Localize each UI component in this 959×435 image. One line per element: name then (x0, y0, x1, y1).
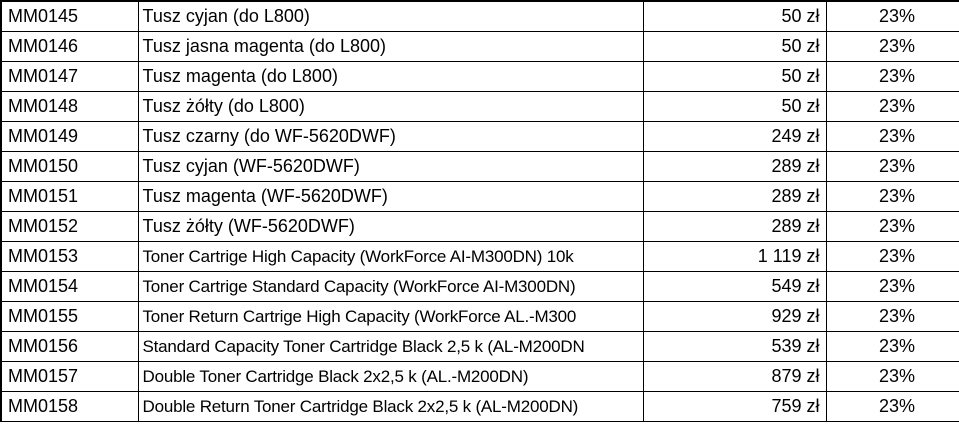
price-cell: 50 zł (643, 62, 826, 92)
price-cell: 50 zł (643, 32, 826, 62)
table-row (1, 92, 959, 122)
product-code-cell: MM0150 (1, 152, 138, 182)
vat-cell: 23% (826, 152, 959, 182)
product-name-cell: Double Toner Cartridge Black 2x2,5 k (AL.-M200DN) (138, 362, 643, 392)
product-code-cell: MM0155 (1, 302, 138, 332)
price-cell: 759 zł (643, 392, 826, 422)
vat-cell: 23% (826, 122, 959, 152)
table-row (1, 122, 959, 152)
price-cell: 249 zł (643, 122, 826, 152)
table-row (1, 182, 959, 212)
table-row (1, 302, 959, 332)
table-row (1, 152, 959, 182)
vat-cell: 23% (826, 32, 959, 62)
product-name-cell: Tusz magenta (WF-5620DWF) (138, 182, 643, 212)
product-name-cell: Double Return Toner Cartridge Black 2x2,5 k (AL-M200DN) (138, 392, 643, 422)
table-row (1, 242, 959, 272)
vat-cell: 23% (826, 212, 959, 242)
product-code-cell: MM0145 (1, 1, 138, 32)
price-cell: 50 zł (643, 92, 826, 122)
vat-cell: 23% (826, 392, 959, 422)
product-code-cell: MM0152 (1, 212, 138, 242)
price-cell: 50 zł (643, 1, 826, 32)
price-cell: 1 119 zł (643, 242, 826, 272)
vat-cell: 23% (826, 362, 959, 392)
vat-cell: 23% (826, 332, 959, 362)
price-cell: 549 zł (643, 272, 826, 302)
table-row (1, 392, 959, 422)
product-name-cell: Tusz czarny (do WF-5620DWF) (138, 122, 643, 152)
product-code-cell: MM0146 (1, 32, 138, 62)
product-code-cell: MM0149 (1, 122, 138, 152)
price-cell: 289 zł (643, 152, 826, 182)
product-name-cell: Standard Capacity Toner Cartridge Black 2,5 k (AL-M200DN (138, 332, 643, 362)
price-cell: 879 zł (643, 362, 826, 392)
product-code-cell: MM0151 (1, 182, 138, 212)
product-name-cell: Tusz cyjan (WF-5620DWF) (138, 152, 643, 182)
price-cell: 539 zł (643, 332, 826, 362)
price-table-body (1, 1, 959, 422)
price-cell: 289 zł (643, 182, 826, 212)
vat-cell: 23% (826, 62, 959, 92)
product-code-cell: MM0157 (1, 362, 138, 392)
vat-cell: 23% (826, 272, 959, 302)
table-row (1, 32, 959, 62)
product-code-cell: MM0148 (1, 92, 138, 122)
vat-cell: 23% (826, 92, 959, 122)
table-row (1, 62, 959, 92)
product-name-cell: Toner Cartrige High Capacity (WorkForce AI-M300DN) 10k (138, 242, 643, 272)
product-code-cell: MM0147 (1, 62, 138, 92)
product-name-cell: Tusz żółty (do L800) (138, 92, 643, 122)
table-row (1, 1, 959, 32)
product-name-cell: Tusz cyjan (do L800) (138, 1, 643, 32)
product-code-cell: MM0154 (1, 272, 138, 302)
table-row (1, 332, 959, 362)
table-row (1, 212, 959, 242)
product-name-cell: Toner Return Cartrige High Capacity (WorkForce AL.-M300 (138, 302, 643, 332)
vat-cell: 23% (826, 182, 959, 212)
table-row (1, 362, 959, 392)
vat-cell: 23% (826, 302, 959, 332)
product-code-cell: MM0153 (1, 242, 138, 272)
price-cell: 929 zł (643, 302, 826, 332)
vat-cell: 23% (826, 242, 959, 272)
product-code-cell: MM0158 (1, 392, 138, 422)
vat-cell: 23% (826, 1, 959, 32)
product-code-cell: MM0156 (1, 332, 138, 362)
price-cell: 289 zł (643, 212, 826, 242)
product-name-cell: Tusz żółty (WF-5620DWF) (138, 212, 643, 242)
product-name-cell: Tusz jasna magenta (do L800) (138, 32, 643, 62)
product-name-cell: Toner Cartrige Standard Capacity (WorkForce AI-M300DN) (138, 272, 643, 302)
product-name-cell: Tusz magenta (do L800) (138, 62, 643, 92)
table-row (1, 272, 959, 302)
